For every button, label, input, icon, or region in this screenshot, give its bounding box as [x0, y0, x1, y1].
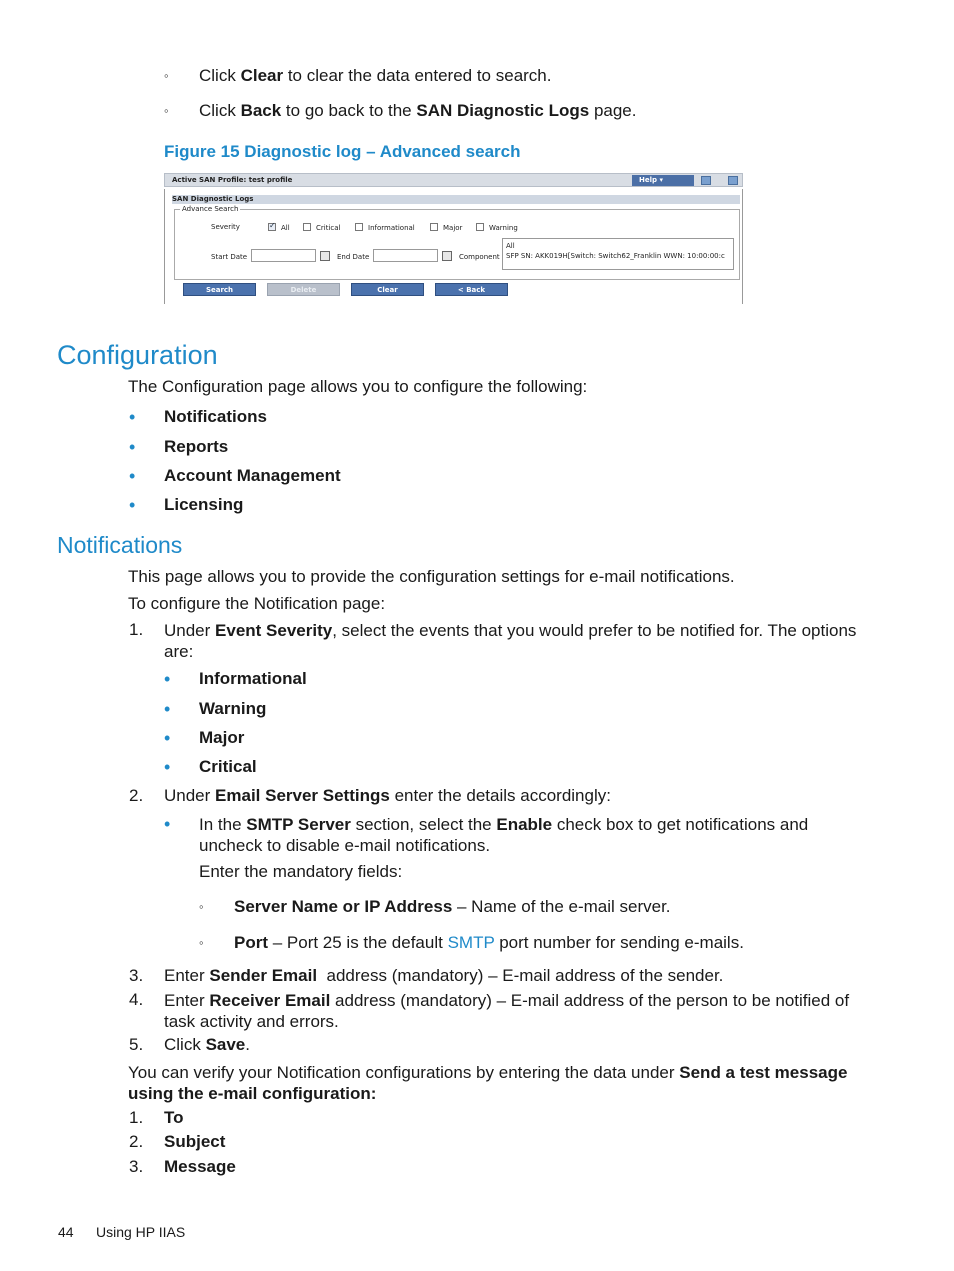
notifications-config-lead: To configure the Notification page:: [128, 594, 386, 613]
step-email-server: Under Email Server Settings enter the details accordingly:: [164, 786, 611, 805]
advance-search-label: Advance Search: [182, 205, 239, 213]
configuration-heading: Configuration: [57, 340, 218, 370]
test-item-subject: Subject: [164, 1132, 226, 1151]
panel-title: SAN Diagnostic Logs: [172, 195, 740, 204]
step-number: 2.: [129, 786, 144, 805]
bullet-icon: •: [129, 495, 136, 515]
component-option[interactable]: All: [506, 242, 515, 250]
checkbox-warning[interactable]: [476, 223, 484, 231]
checkbox-critical[interactable]: [303, 223, 311, 231]
end-date-input[interactable]: [373, 249, 438, 262]
step-receiver-email: Enter Receiver Email address (mandatory) – E-mail address of the person to be notified of task activity and errors.: [164, 991, 850, 1031]
config-item: Account Management: [164, 466, 341, 485]
component-option[interactable]: SFP SN: AKK019H[Switch: Switch62_Franklin WWN: 10:00:00:c: [506, 252, 725, 260]
checkbox-warning-label: Warning: [489, 224, 518, 232]
notifications-intro: This page allows you to provide the configuration settings for e-mail notifications.: [128, 567, 735, 586]
step-number: 4.: [129, 990, 144, 1009]
config-item: Notifications: [164, 407, 267, 426]
configuration-intro: The Configuration page allows you to configure the following:: [128, 377, 588, 396]
start-date-label: Start Date: [211, 253, 248, 261]
bullet-icon: •: [129, 407, 136, 427]
back-button[interactable]: < Back: [435, 283, 508, 296]
checkbox-major-label: Major: [443, 224, 463, 232]
step-number: 1.: [129, 620, 144, 639]
severity-label: Severity: [211, 223, 240, 231]
step-number: 3.: [129, 966, 144, 985]
clear-instruction: Click Clear to clear the data entered to search.: [199, 66, 552, 85]
smtp-link[interactable]: SMTP: [447, 933, 495, 952]
config-item: Licensing: [164, 495, 244, 514]
test-item-to: To: [164, 1108, 184, 1127]
circle-bullet-icon: ◦: [164, 68, 169, 83]
component-listbox[interactable]: [502, 238, 734, 270]
test-item-number: 3.: [129, 1157, 144, 1176]
bullet-icon: •: [164, 757, 171, 777]
end-date-label: End Date: [337, 253, 370, 261]
back-instruction: Click Back to go back to the SAN Diagnostic Logs page.: [199, 101, 637, 120]
step-number: 5.: [129, 1035, 144, 1054]
test-item-number: 2.: [129, 1132, 144, 1151]
footer-title: Using HP IIAS: [96, 1224, 186, 1240]
calendar-icon[interactable]: [442, 251, 452, 261]
severity-item: Informational: [199, 669, 307, 688]
circle-bullet-icon: ◦: [199, 899, 204, 914]
test-item-message: Message: [164, 1157, 236, 1176]
bullet-icon: •: [164, 699, 171, 719]
figure-caption: Figure 15 Diagnostic log – Advanced search: [164, 142, 521, 161]
bullet-icon: •: [129, 437, 136, 457]
test-item-number: 1.: [129, 1108, 144, 1127]
help-menu[interactable]: Help ▾: [632, 175, 694, 186]
bullet-icon: •: [164, 814, 171, 834]
calendar-icon[interactable]: [320, 251, 330, 261]
start-date-input[interactable]: [251, 249, 316, 262]
delete-button[interactable]: Delete: [267, 283, 340, 296]
page-number: 44: [58, 1224, 74, 1240]
notifications-heading: Notifications: [57, 532, 183, 558]
severity-item: Warning: [199, 699, 267, 718]
step-sender-email: Enter Sender Email address (mandatory) – E-mail address of the sender.: [164, 966, 724, 985]
severity-item: Major: [199, 728, 245, 747]
severity-item: Critical: [199, 757, 257, 776]
diagnostic-log-screenshot: [164, 173, 743, 304]
mandatory-fields-lead: Enter the mandatory fields:: [199, 862, 403, 881]
verify-paragraph: You can verify your Notification configurations by entering the data under Send a test message using the e-mail configuration:: [128, 1063, 848, 1103]
minimize-icon[interactable]: [728, 176, 738, 185]
bullet-icon: •: [164, 669, 171, 689]
checkbox-informational-label: Informational: [368, 224, 415, 232]
config-item: Reports: [164, 437, 229, 456]
bullet-icon: •: [129, 466, 136, 486]
checkbox-critical-label: Critical: [316, 224, 341, 232]
smtp-server-bullet: In the SMTP Server section, select the Enable check box to get notifications and uncheck to disable e-mail notifications.: [199, 815, 809, 855]
checkbox-informational[interactable]: [355, 223, 363, 231]
server-name-field: Server Name or IP Address – Name of the e-mail server.: [234, 897, 671, 916]
step-save: Click Save.: [164, 1035, 250, 1054]
checkbox-all-label: All: [281, 224, 290, 232]
search-button[interactable]: Search: [183, 283, 256, 296]
bullet-icon: •: [164, 728, 171, 748]
circle-bullet-icon: ◦: [199, 935, 204, 950]
clear-button[interactable]: Clear: [351, 283, 424, 296]
window-toolbar-icon[interactable]: [701, 176, 711, 185]
component-label: Component: [459, 253, 500, 261]
port-field: Port – Port 25 is the default SMTP port number for sending e-mails.: [234, 933, 744, 952]
profile-bar: [164, 173, 743, 187]
step-event-severity: Under Event Severity, select the events that you would prefer to be notified for. The options are:: [164, 621, 857, 661]
circle-bullet-icon: ◦: [164, 103, 169, 118]
checkbox-all[interactable]: [268, 223, 276, 231]
checkbox-major[interactable]: [430, 223, 438, 231]
profile-label: Active SAN Profile: test profile: [172, 176, 293, 184]
